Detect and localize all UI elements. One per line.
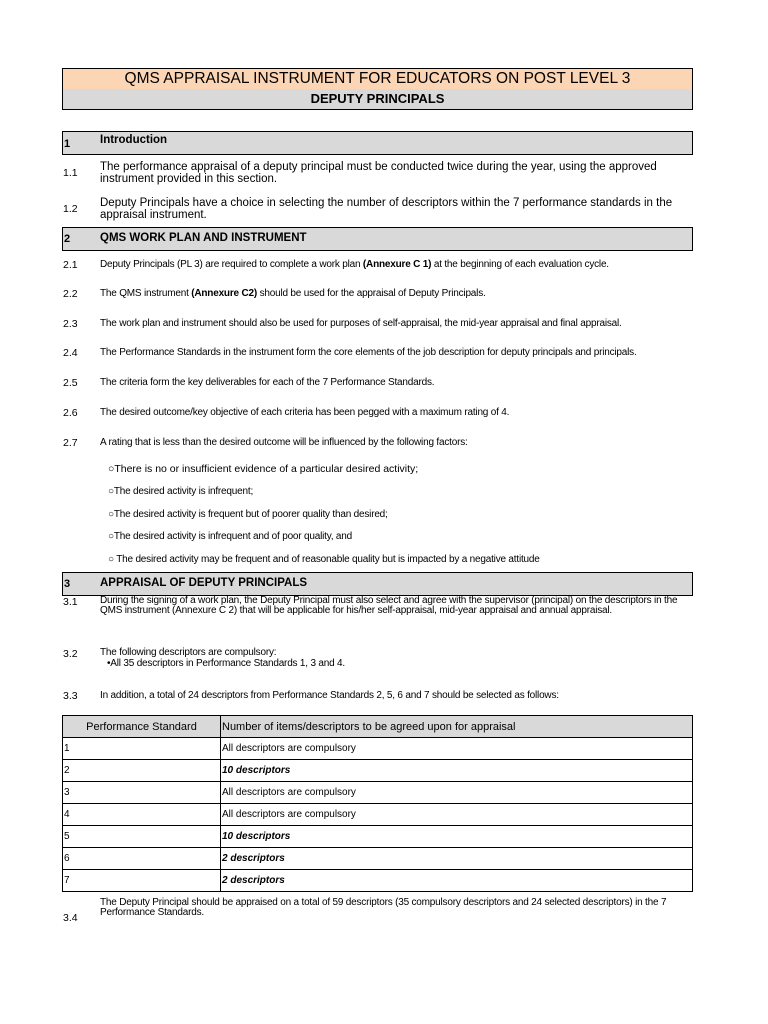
item-number: 3.3 (63, 690, 78, 702)
table-cell-standard: 4 (63, 804, 221, 826)
item-number: 3.1 (63, 596, 78, 608)
item-number: 2.5 (63, 377, 78, 389)
intro-paragraph: Deputy Principals have a choice in selecting the number of descriptors within the 7 performance standards in the appraisal instrument. (100, 197, 673, 221)
factor-list-item: ○ The desired activity may be frequent and of reasonable quality but is impacted by a negative attitude (108, 554, 540, 565)
table-cell-descriptors: 10 descriptors (221, 760, 693, 782)
item-number: 1.1 (63, 167, 78, 179)
table-row (63, 760, 693, 782)
appraisal-paragraph: The following descriptors are compulsory: (100, 647, 277, 658)
document-subtitle: DEPUTY PRINCIPALS (62, 89, 693, 110)
section-number: 1 (64, 138, 71, 150)
table-cell-descriptors: 2 descriptors (221, 848, 693, 870)
compulsory-note: •All 35 descriptors in Performance Standards 1, 3 and 4. (107, 658, 345, 669)
section-number: 3 (64, 578, 71, 590)
document-title: QMS APPRAISAL INSTRUMENT FOR EDUCATORS ON POST LEVEL 3 (62, 68, 693, 90)
item-number: 2.2 (63, 288, 78, 300)
item-number: 2.6 (63, 407, 78, 419)
item-number: 2.1 (63, 259, 78, 271)
descriptor-table (62, 715, 693, 892)
table-cell-standard: 2 (63, 760, 221, 782)
table-row (63, 782, 693, 804)
workplan-paragraph: The desired outcome/key objective of each criteria has been pegged with a maximum rating of 4. (100, 407, 510, 418)
workplan-paragraph: A rating that is less than the desired outcome will be influenced by the following factors: (100, 437, 468, 448)
table-cell-descriptors: All descriptors are compulsory (221, 804, 693, 826)
appraisal-paragraph: During the signing of a work plan, the Deputy Principal must also select and agree with the supervisor (principal) on the descriptors in the QMS instrument (Annexure C 2) that will be applicable for his/her self-appraisal, mid-year appraisal and annual appraisal. (100, 595, 678, 616)
factor-list-item: ○The desired activity is infrequent; (108, 486, 254, 497)
table-cell-standard: 3 (63, 782, 221, 804)
section-number: 2 (64, 233, 71, 245)
item-number: 2.3 (63, 318, 78, 330)
item-number: 3.4 (63, 912, 78, 924)
item-number: 3.2 (63, 648, 78, 660)
item-number: 2.4 (63, 347, 78, 359)
table-cell-standard: 6 (63, 848, 221, 870)
section-title: QMS WORK PLAN AND INSTRUMENT (100, 232, 307, 244)
factor-list-item: ○There is no or insufficient evidence of a particular desired activity; (108, 463, 419, 475)
table-row (63, 870, 693, 892)
table-header-cell: Performance Standard (63, 716, 221, 738)
section-heading-appraisal (62, 572, 693, 596)
workplan-paragraph: The work plan and instrument should also be used for purposes of self-appraisal, the mid-year appraisal and final appraisal. (100, 318, 622, 329)
workplan-paragraph: The QMS instrument (Annexure C2) should be used for the appraisal of Deputy Principals. (100, 288, 486, 299)
table-cell-descriptors: All descriptors are compulsory (221, 782, 693, 804)
section-heading-work-plan (62, 227, 693, 251)
section-title: APPRAISAL OF DEPUTY PRINCIPALS (100, 577, 308, 589)
table-cell-descriptors: 10 descriptors (221, 826, 693, 848)
item-number: 1.2 (63, 203, 78, 215)
appraisal-paragraph: The Deputy Principal should be appraised on a total of 59 descriptors (35 compulsory descriptors and 24 selected descriptors) in the 7 Performance Standards. (100, 897, 667, 918)
table-cell-standard: 7 (63, 870, 221, 892)
factor-list-item: ○The desired activity is frequent but of poorer quality than desired; (108, 509, 388, 520)
workplan-paragraph: Deputy Principals (PL 3) are required to complete a work plan (Annexure C 1) at the beginning of each evaluation cycle. (100, 259, 609, 270)
intro-paragraph: The performance appraisal of a deputy principal must be conducted twice during the year, using the approved instrument provided in this section. (100, 161, 657, 185)
item-number: 2.7 (63, 437, 78, 449)
factor-list-item: ○The desired activity is infrequent and of poor quality, and (108, 531, 353, 542)
workplan-paragraph: The Performance Standards in the instrument form the core elements of the job description for deputy principals and principals. (100, 347, 637, 358)
table-header-cell: Number of items/descriptors to be agreed upon for appraisal (221, 716, 693, 738)
table-cell-descriptors: 2 descriptors (221, 870, 693, 892)
table-cell-standard: 5 (63, 826, 221, 848)
table-row (63, 826, 693, 848)
appraisal-paragraph: In addition, a total of 24 descriptors from Performance Standards 2, 5, 6 and 7 should be selected as follows: (100, 690, 559, 701)
section-title: Introduction (100, 134, 168, 146)
section-heading-introduction (62, 131, 693, 155)
table-row (63, 804, 693, 826)
table-header-row (63, 716, 693, 738)
workplan-paragraph: The criteria form the key deliverables for each of the 7 Performance Standards. (100, 377, 435, 388)
table-cell-descriptors: All descriptors are compulsory (221, 738, 693, 760)
table-row (63, 848, 693, 870)
table-cell-standard: 1 (63, 738, 221, 760)
table-row (63, 738, 693, 760)
